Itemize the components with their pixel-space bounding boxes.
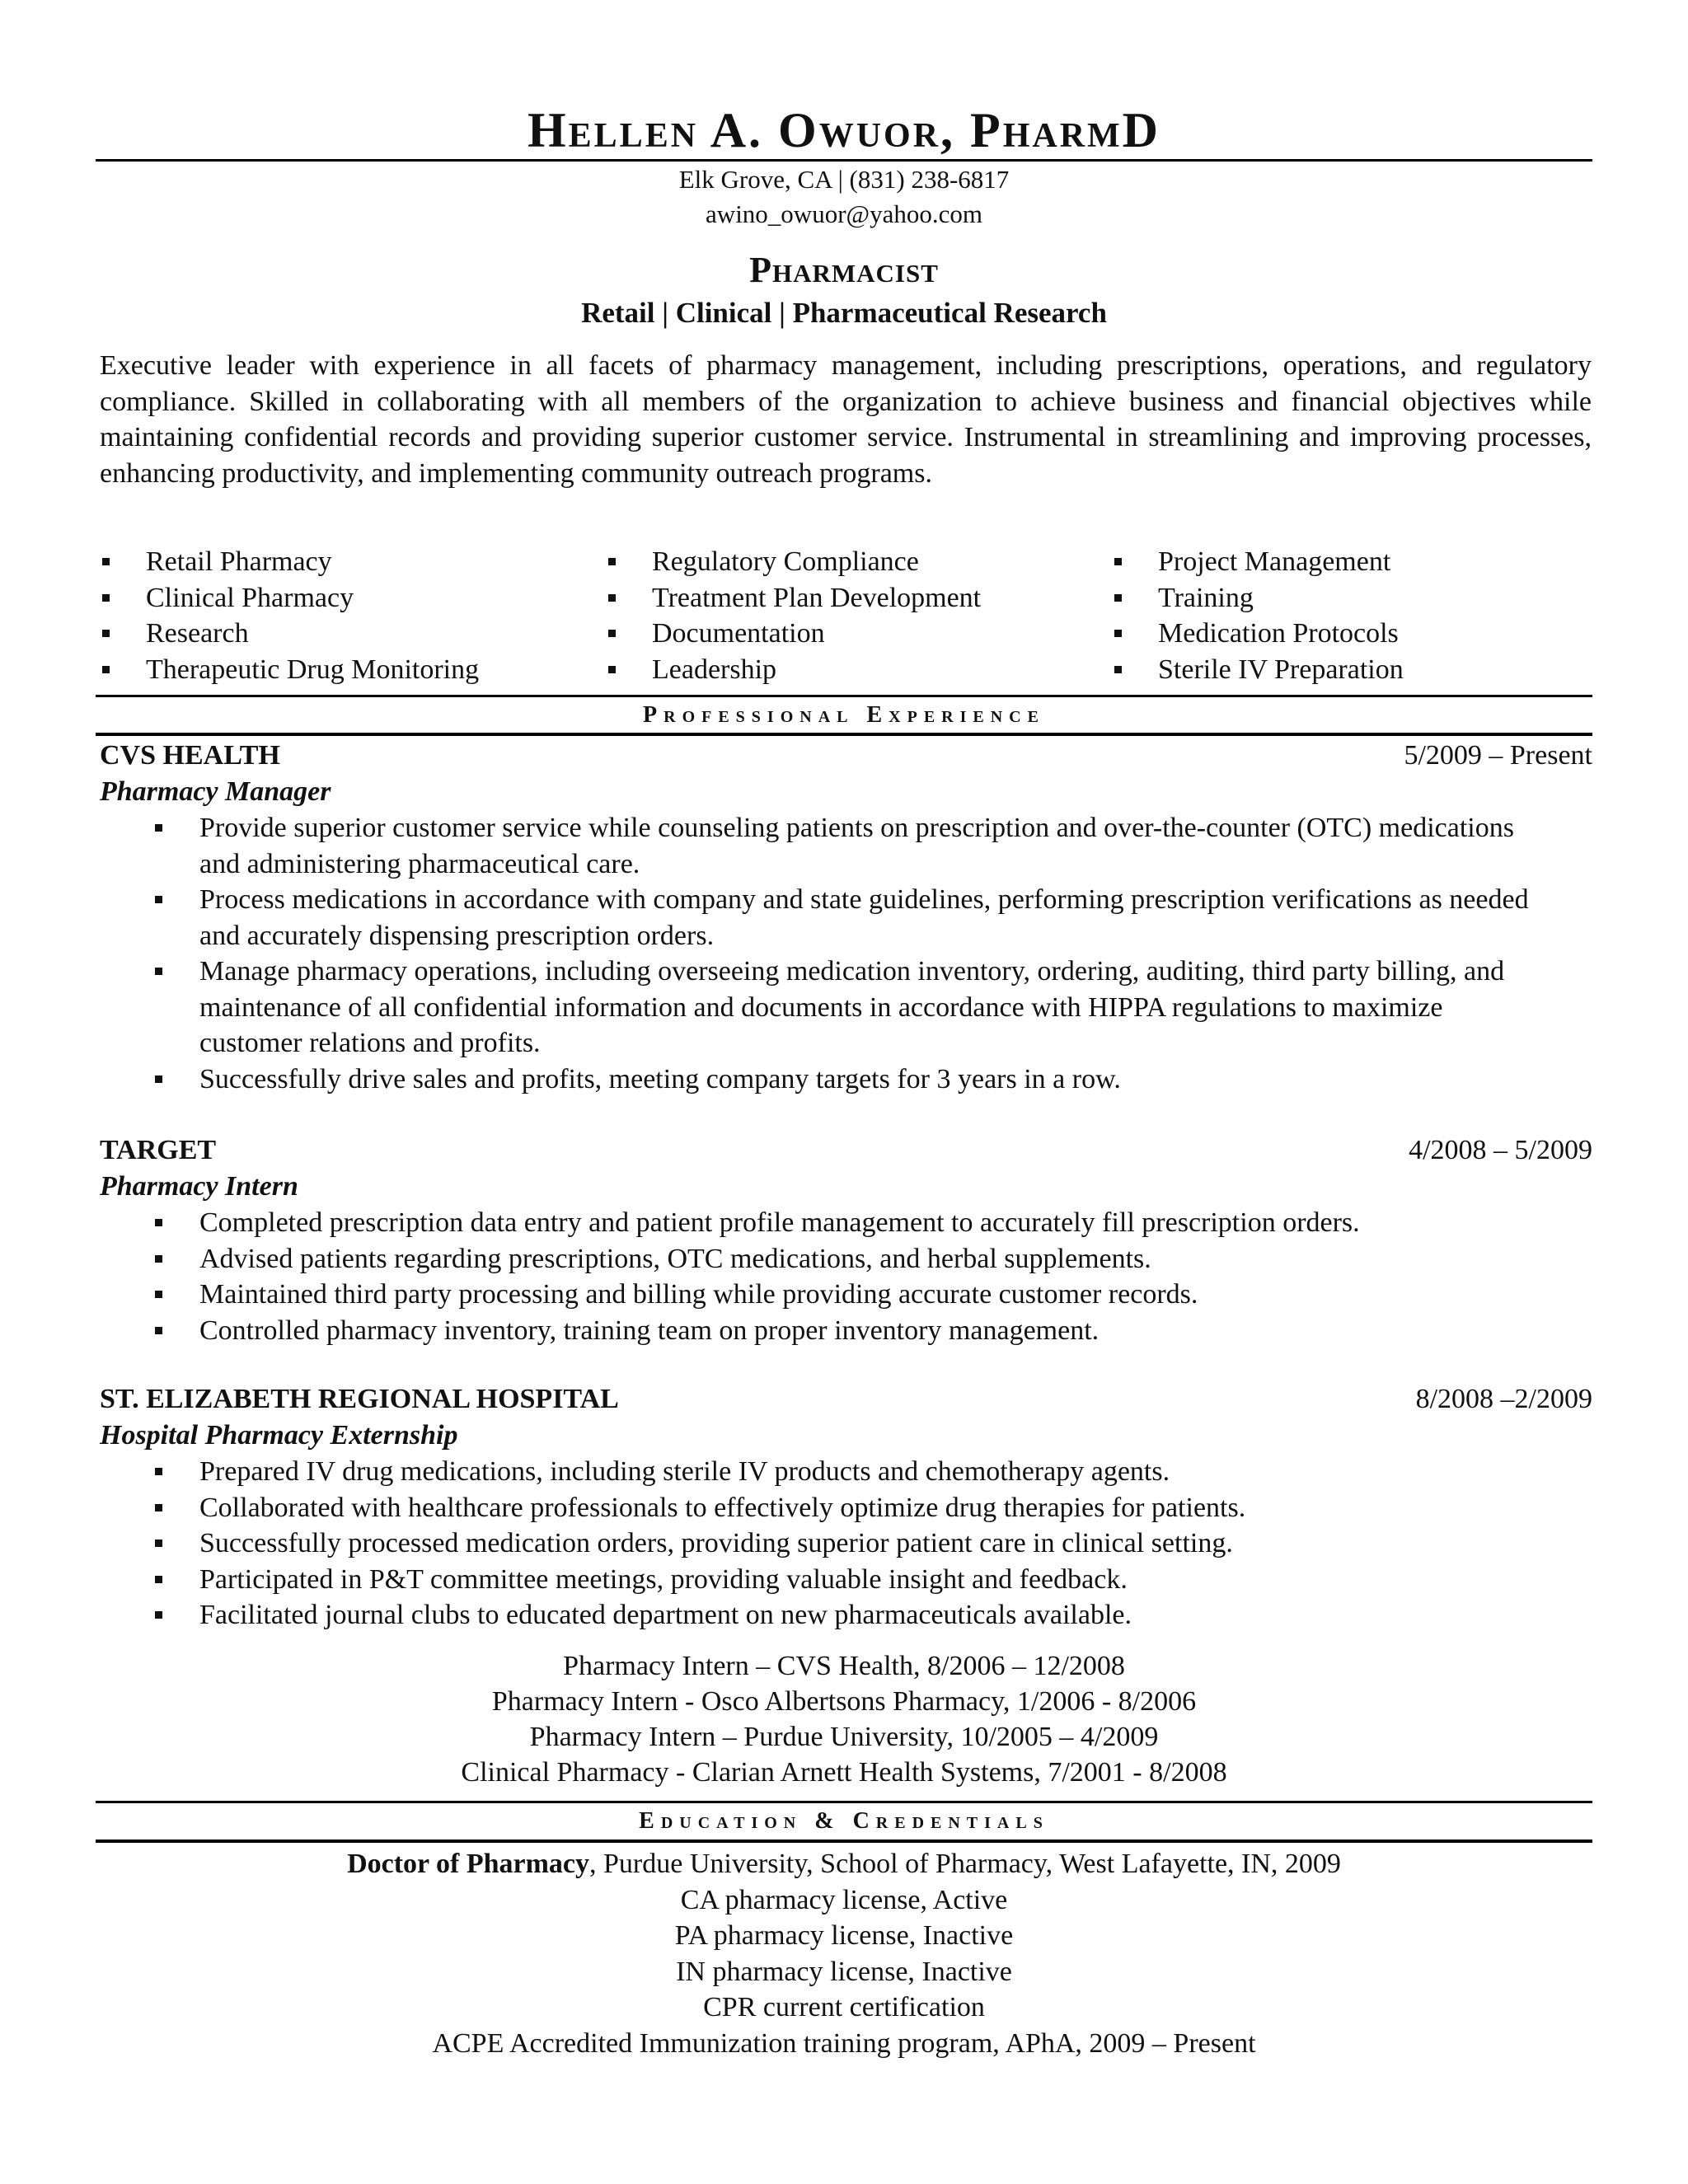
job-title: Pharmacy Intern [100, 1171, 298, 1202]
skills-column-2 [606, 544, 1100, 687]
degree-line [0, 1846, 1688, 1882]
job-bullets [100, 1454, 1550, 1633]
job-dates: 5/2009 – Present [1404, 740, 1592, 771]
job-bullet: Process medications in accordance with company and state guidelines, performing prescription verifications as needed and accurately dispensing prescription orders. [100, 882, 1550, 954]
skills-column-1 [100, 544, 594, 687]
education-section-title: Education & Credentials [639, 1808, 1049, 1834]
job-bullet: Participated in P&T committee meetings, providing valuable insight and feedback. [100, 1562, 1550, 1598]
skill-item: Project Management [1112, 544, 1606, 580]
skill-item: Retail Pharmacy [100, 544, 594, 580]
job-title: Pharmacy Manager [100, 776, 331, 807]
email: awino_owuor@yahoo.com [706, 199, 982, 228]
skills-column-3 [1112, 544, 1606, 687]
section-rule-bottom [96, 733, 1592, 736]
job-company: TARGET [100, 1135, 217, 1165]
header-rule [96, 159, 1592, 162]
additional-role: Pharmacy Intern - Osco Albertsons Pharmacy, 1/2006 - 8/2006 [491, 1686, 1197, 1717]
credential-item: ACPE Accredited Immunization training program, APhA, 2009 – Present [432, 2028, 1256, 2059]
job-bullet: Prepared IV drug medications, including sterile IV products and chemotherapy agents. [100, 1454, 1550, 1490]
credential-item: IN pharmacy license, Inactive [676, 1957, 1012, 1987]
section-rule-top [96, 1801, 1592, 1803]
credential-item: CA pharmacy license, Active [680, 1885, 1008, 1915]
job-bullet: Completed prescription data entry and patient profile management to accurately fill prescription orders. [100, 1205, 1550, 1241]
skill-item: Leadership [606, 652, 1100, 688]
headline: Pharmacist [749, 250, 939, 290]
job-bullet: Controlled pharmacy inventory, training team on proper inventory management. [100, 1313, 1550, 1349]
job-bullets [100, 1205, 1550, 1348]
job-bullet: Facilitated journal clubs to educated department on new pharmaceuticals available. [100, 1597, 1550, 1633]
skill-item: Training [1112, 580, 1606, 616]
skill-item: Documentation [606, 616, 1100, 652]
skill-item: Medication Protocols [1112, 616, 1606, 652]
skill-item: Therapeutic Drug Monitoring [100, 652, 594, 688]
job-company: CVS HEALTH [100, 740, 280, 771]
skill-item: Clinical Pharmacy [100, 580, 594, 616]
job-company: ST. ELIZABETH REGIONAL HOSPITAL [100, 1384, 619, 1414]
job-bullet: Maintained third party processing and billing while providing accurate customer records. [100, 1277, 1550, 1313]
skill-item: Sterile IV Preparation [1112, 652, 1606, 688]
job-bullet: Advised patients regarding prescriptions, OTC medications, and herbal supplements. [100, 1241, 1550, 1277]
job-title: Hospital Pharmacy Externship [100, 1420, 458, 1451]
job-bullets [100, 810, 1550, 1097]
section-rule-bottom [96, 1840, 1592, 1843]
job-bullet: Successfully drive sales and profits, meeting company targets for 3 years in a row. [100, 1062, 1550, 1098]
additional-role: Clinical Pharmacy - Clarian Arnett Health Systems, 7/2001 - 8/2008 [461, 1757, 1227, 1788]
location-phone: Elk Grove, CA | (831) 238-6817 [678, 165, 1010, 194]
job-dates: 4/2008 – 5/2009 [1409, 1135, 1592, 1165]
job-bullet: Manage pharmacy operations, including overseeing medication inventory, ordering, auditing, third party billing, and maintenance of all confidential information and documents in accordance with HIPPA regulations to maximize customer relations and profits. [100, 954, 1550, 1062]
credential-item: PA pharmacy license, Inactive [674, 1920, 1014, 1951]
degree-detail: , Purdue University, School of Pharmacy, West Lafayette, IN, 2009 [589, 1849, 1341, 1879]
candidate-name: Hellen A. Owuor, PharmD [527, 103, 1161, 157]
credential-item: CPR current certification [703, 1992, 985, 2022]
skill-item: Research [100, 616, 594, 652]
section-rule-top [96, 695, 1592, 697]
job-bullet: Successfully processed medication orders, providing superior patient care in clinical setting. [100, 1526, 1550, 1562]
skill-item: Regulatory Compliance [606, 544, 1100, 580]
job-bullet: Provide superior customer service while counseling patients on prescription and over-the-counter (OTC) medications and administering pharmaceutical care. [100, 810, 1550, 882]
summary-paragraph: Executive leader with experience in all facets of pharmacy management, including prescriptions, operations, and regulatory compliance. Skilled in collaborating with all members of the organization to achieve business and financial objectives while maintaining confidential records and providing superior customer service. Instrumental in streamlining and improving processes, enhancing productivity, and implementing community outreach programs. [100, 350, 1592, 489]
job-bullet: Collaborated with healthcare professionals to effectively optimize drug therapies for patients. [100, 1490, 1550, 1526]
experience-section-title: Professional Experience [643, 702, 1045, 728]
skill-item: Treatment Plan Development [606, 580, 1100, 616]
job-dates: 8/2008 –2/2009 [1415, 1384, 1592, 1414]
degree: Doctor of Pharmacy [347, 1849, 590, 1879]
specialties: Retail | Clinical | Pharmaceutical Research [581, 297, 1107, 329]
additional-role: Pharmacy Intern – CVS Health, 8/2006 – 12/2008 [563, 1651, 1125, 1681]
additional-role: Pharmacy Intern – Purdue University, 10/2005 – 4/2009 [529, 1722, 1159, 1752]
